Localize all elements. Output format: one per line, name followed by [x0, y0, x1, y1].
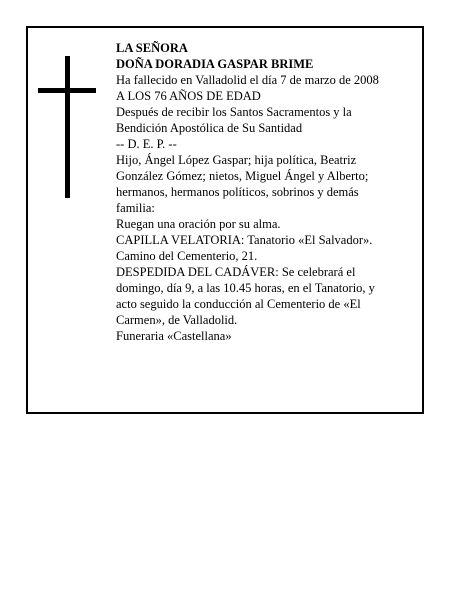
obituary-text	[116, 40, 418, 344]
cross-vertical-bar	[65, 56, 70, 198]
chapel-line-1: CAPILLA VELATORIA: Tanatorio «El Salvador».	[116, 233, 373, 247]
farewell-line-3: acto seguido la conducción al Cementerio de «El	[116, 297, 361, 311]
prayer-request-line: Ruegan una oración por su alma.	[116, 217, 281, 231]
latin-cross-icon	[38, 56, 96, 198]
farewell-line-2: domingo, día 9, a las 10.45 horas, en el Tanatorio, y	[116, 281, 375, 295]
farewell-line-1: DESPEDIDA DEL CADÁVER: Se celebrará el	[116, 265, 356, 279]
deceased-name: DOÑA DORADIA GASPAR BRIME	[116, 57, 314, 71]
family-line-1: Hijo, Ángel López Gaspar; hija política, Beatriz	[116, 153, 357, 167]
notice-title: LA SEÑORA	[116, 41, 188, 55]
obituary-notice-frame	[26, 26, 424, 414]
chapel-line-2: Camino del Cementerio, 21.	[116, 249, 258, 263]
age-line: A LOS 76 AÑOS DE EDAD	[116, 89, 261, 103]
sacraments-line-1: Después de recibir los Santos Sacramentos y la	[116, 105, 352, 119]
farewell-line-4: Carmen», de Valladolid.	[116, 313, 238, 327]
cross-horizontal-bar	[38, 88, 96, 93]
death-date-line: Ha fallecido en Valladolid el día 7 de marzo de 2008	[116, 73, 379, 87]
family-line-2: González Gómez; nietos, Miguel Ángel y Alberto;	[116, 169, 369, 183]
family-line-3: hermanos, hermanos políticos, sobrinos y demás	[116, 185, 359, 199]
funeral-home-line: Funeraria «Castellana»	[116, 329, 232, 343]
family-line-4: familia:	[116, 201, 155, 215]
sacraments-line-2: Bendición Apostólica de Su Santidad	[116, 121, 303, 135]
rip-line: -- D. E. P. --	[116, 137, 177, 151]
